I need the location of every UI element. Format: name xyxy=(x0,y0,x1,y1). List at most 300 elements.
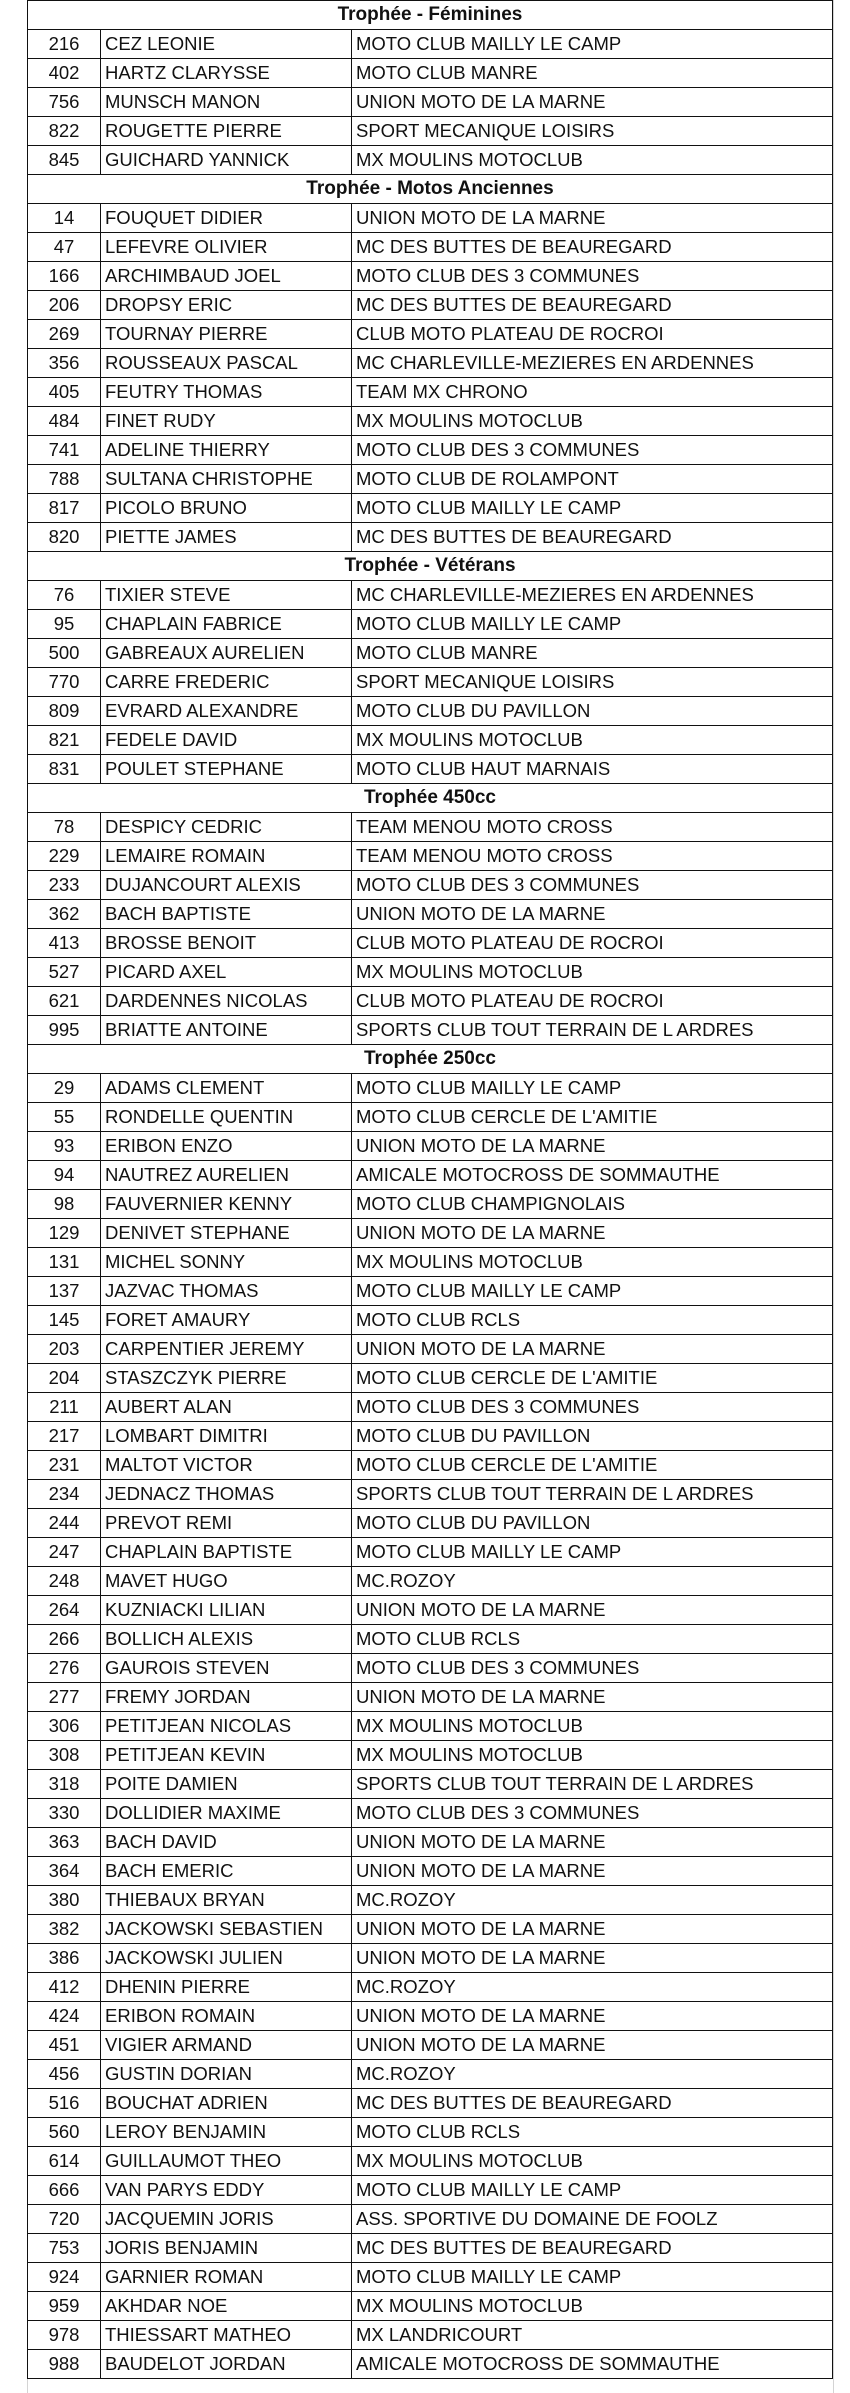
table-row xyxy=(28,1712,833,1741)
table-row xyxy=(28,2234,833,2263)
trophy-results-table xyxy=(27,0,833,2379)
rider-name-cell[interactable]: TIXIER STEVE xyxy=(101,581,352,610)
rider-name-cell[interactable]: DHENIN PIERRE xyxy=(101,1973,352,2002)
club-name-cell[interactable]: UNION MOTO DE LA MARNE xyxy=(352,2031,833,2060)
club-name-cell[interactable]: MX MOULINS MOTOCLUB xyxy=(352,958,833,987)
club-name-cell[interactable]: MOTO CLUB MAILLY LE CAMP xyxy=(352,1277,833,1306)
bib-number-cell[interactable]: 484 xyxy=(28,407,101,436)
rider-name-cell[interactable]: BROSSE BENOIT xyxy=(101,929,352,958)
bib-number-cell[interactable]: 988 xyxy=(28,2350,101,2379)
table-row xyxy=(28,2350,833,2379)
club-name-cell[interactable]: MOTO CLUB DES 3 COMMUNES xyxy=(352,1654,833,1683)
bib-number-cell[interactable]: 98 xyxy=(28,1190,101,1219)
rider-name-cell[interactable]: PREVOT REMI xyxy=(101,1509,352,1538)
rider-name-cell[interactable]: CARPENTIER JEREMY xyxy=(101,1335,352,1364)
section-header-row xyxy=(28,784,833,813)
club-name-cell[interactable]: MOTO CLUB CERCLE DE L'AMITIE xyxy=(352,1364,833,1393)
bib-number-cell[interactable]: 560 xyxy=(28,2118,101,2147)
rider-name-cell[interactable]: VIGIER ARMAND xyxy=(101,2031,352,2060)
bib-number-cell[interactable]: 831 xyxy=(28,755,101,784)
table-row xyxy=(28,88,833,117)
club-name-cell[interactable]: MX MOULINS MOTOCLUB xyxy=(352,2292,833,2321)
table-row xyxy=(28,1683,833,1712)
rider-name-cell[interactable]: POITE DAMIEN xyxy=(101,1770,352,1799)
club-name-cell[interactable]: UNION MOTO DE LA MARNE xyxy=(352,1857,833,1886)
table-row xyxy=(28,291,833,320)
table-row xyxy=(28,1886,833,1915)
rider-name-cell[interactable]: BACH DAVID xyxy=(101,1828,352,1857)
bib-number-cell[interactable]: 264 xyxy=(28,1596,101,1625)
rider-name-cell[interactable]: AKHDAR NOE xyxy=(101,2292,352,2321)
club-name-cell[interactable]: UNION MOTO DE LA MARNE xyxy=(352,1944,833,1973)
bib-number-cell[interactable]: 405 xyxy=(28,378,101,407)
table-row xyxy=(28,842,833,871)
rider-name-cell[interactable]: THIESSART MATHEO xyxy=(101,2321,352,2350)
bib-number-cell[interactable]: 412 xyxy=(28,1973,101,2002)
rider-name-cell[interactable]: FINET RUDY xyxy=(101,407,352,436)
rider-name-cell[interactable]: CARRE FREDERIC xyxy=(101,668,352,697)
club-name-cell[interactable]: UNION MOTO DE LA MARNE xyxy=(352,204,833,233)
bib-number-cell[interactable]: 277 xyxy=(28,1683,101,1712)
section-title[interactable]: Trophée 250cc xyxy=(28,1045,833,1074)
table-row xyxy=(28,813,833,842)
table-row xyxy=(28,2205,833,2234)
bib-number-cell[interactable]: 308 xyxy=(28,1741,101,1770)
table-row xyxy=(28,2176,833,2205)
club-name-cell[interactable]: MOTO CLUB MAILLY LE CAMP xyxy=(352,1074,833,1103)
club-name-cell[interactable]: UNION MOTO DE LA MARNE xyxy=(352,1132,833,1161)
sheet-gridline xyxy=(833,0,834,2393)
club-name-cell[interactable]: MX MOULINS MOTOCLUB xyxy=(352,726,833,755)
bib-number-cell[interactable]: 145 xyxy=(28,1306,101,1335)
bib-number-cell[interactable]: 424 xyxy=(28,2002,101,2031)
table-row xyxy=(28,2089,833,2118)
club-name-cell[interactable]: SPORTS CLUB TOUT TERRAIN DE L ARDRES xyxy=(352,1480,833,1509)
club-name-cell[interactable]: MOTO CLUB MAILLY LE CAMP xyxy=(352,610,833,639)
bib-number-cell[interactable]: 364 xyxy=(28,1857,101,1886)
bib-number-cell[interactable]: 817 xyxy=(28,494,101,523)
bib-number-cell[interactable]: 821 xyxy=(28,726,101,755)
rider-name-cell[interactable]: AUBERT ALAN xyxy=(101,1393,352,1422)
rider-name-cell[interactable]: NAUTREZ AURELIEN xyxy=(101,1161,352,1190)
table-row xyxy=(28,436,833,465)
bib-number-cell[interactable]: 269 xyxy=(28,320,101,349)
bib-number-cell[interactable]: 129 xyxy=(28,1219,101,1248)
rider-name-cell[interactable]: PETITJEAN KEVIN xyxy=(101,1741,352,1770)
table-row xyxy=(28,1654,833,1683)
rider-name-cell[interactable]: LEFEVRE OLIVIER xyxy=(101,233,352,262)
table-row xyxy=(28,1306,833,1335)
club-name-cell[interactable]: MOTO CLUB CHAMPIGNOLAIS xyxy=(352,1190,833,1219)
club-name-cell[interactable]: UNION MOTO DE LA MARNE xyxy=(352,1335,833,1364)
bib-number-cell[interactable]: 456 xyxy=(28,2060,101,2089)
club-name-cell[interactable]: MX MOULINS MOTOCLUB xyxy=(352,146,833,175)
rider-name-cell[interactable]: GUICHARD YANNICK xyxy=(101,146,352,175)
rider-name-cell[interactable]: JACKOWSKI JULIEN xyxy=(101,1944,352,1973)
bib-number-cell[interactable]: 93 xyxy=(28,1132,101,1161)
rider-name-cell[interactable]: HARTZ CLARYSSE xyxy=(101,59,352,88)
rider-name-cell[interactable]: ADAMS CLEMENT xyxy=(101,1074,352,1103)
club-name-cell[interactable]: MOTO CLUB MAILLY LE CAMP xyxy=(352,494,833,523)
rider-name-cell[interactable]: GUILLAUMOT THEO xyxy=(101,2147,352,2176)
table-row xyxy=(28,1480,833,1509)
rider-name-cell[interactable]: ERIBON ENZO xyxy=(101,1132,352,1161)
rider-name-cell[interactable]: CEZ LEONIE xyxy=(101,30,352,59)
club-name-cell[interactable]: TEAM MENOU MOTO CROSS xyxy=(352,842,833,871)
table-row xyxy=(28,407,833,436)
club-name-cell[interactable]: MOTO CLUB DU PAVILLON xyxy=(352,1422,833,1451)
rider-name-cell[interactable]: DROPSY ERIC xyxy=(101,291,352,320)
table-row xyxy=(28,1016,833,1045)
bib-number-cell[interactable]: 402 xyxy=(28,59,101,88)
table-row xyxy=(28,494,833,523)
club-name-cell[interactable]: SPORTS CLUB TOUT TERRAIN DE L ARDRES xyxy=(352,1016,833,1045)
club-name-cell[interactable]: AMICALE MOTOCROSS DE SOMMAUTHE xyxy=(352,2350,833,2379)
club-name-cell[interactable]: MOTO CLUB MAILLY LE CAMP xyxy=(352,2263,833,2292)
bib-number-cell[interactable]: 206 xyxy=(28,291,101,320)
club-name-cell[interactable]: UNION MOTO DE LA MARNE xyxy=(352,1915,833,1944)
section-title[interactable]: Trophée - Féminines xyxy=(28,1,833,30)
bib-number-cell[interactable]: 362 xyxy=(28,900,101,929)
section-header-row xyxy=(28,175,833,204)
rider-name-cell[interactable]: MICHEL SONNY xyxy=(101,1248,352,1277)
bib-number-cell[interactable]: 276 xyxy=(28,1654,101,1683)
bib-number-cell[interactable]: 527 xyxy=(28,958,101,987)
club-name-cell[interactable]: UNION MOTO DE LA MARNE xyxy=(352,1683,833,1712)
rider-name-cell[interactable]: BOLLICH ALEXIS xyxy=(101,1625,352,1654)
club-name-cell[interactable]: TEAM MX CHRONO xyxy=(352,378,833,407)
club-name-cell[interactable]: MOTO CLUB HAUT MARNAIS xyxy=(352,755,833,784)
table-row xyxy=(28,1799,833,1828)
table-row xyxy=(28,1973,833,2002)
rider-name-cell[interactable]: ERIBON ROMAIN xyxy=(101,2002,352,2031)
rider-name-cell[interactable]: FREMY JORDAN xyxy=(101,1683,352,1712)
rider-name-cell[interactable]: GAUROIS STEVEN xyxy=(101,1654,352,1683)
club-name-cell[interactable]: MOTO CLUB MAILLY LE CAMP xyxy=(352,1538,833,1567)
rider-name-cell[interactable]: DENIVET STEPHANE xyxy=(101,1219,352,1248)
bib-number-cell[interactable]: 203 xyxy=(28,1335,101,1364)
rider-name-cell[interactable]: CHAPLAIN FABRICE xyxy=(101,610,352,639)
rider-name-cell[interactable]: JACQUEMIN JORIS xyxy=(101,2205,352,2234)
bib-number-cell[interactable]: 244 xyxy=(28,1509,101,1538)
table-row xyxy=(28,1567,833,1596)
bib-number-cell[interactable]: 76 xyxy=(28,581,101,610)
rider-name-cell[interactable]: SULTANA CHRISTOPHE xyxy=(101,465,352,494)
bib-number-cell[interactable]: 47 xyxy=(28,233,101,262)
table-row xyxy=(28,2118,833,2147)
bib-number-cell[interactable]: 741 xyxy=(28,436,101,465)
rider-name-cell[interactable]: VAN PARYS EDDY xyxy=(101,2176,352,2205)
rider-name-cell[interactable]: BACH EMERIC xyxy=(101,1857,352,1886)
table-row xyxy=(28,1770,833,1799)
bib-number-cell[interactable]: 248 xyxy=(28,1567,101,1596)
table-row xyxy=(28,2321,833,2350)
club-name-cell[interactable]: MOTO CLUB MANRE xyxy=(352,639,833,668)
club-name-cell[interactable]: MOTO CLUB DES 3 COMMUNES xyxy=(352,1799,833,1828)
club-name-cell[interactable]: MX MOULINS MOTOCLUB xyxy=(352,1248,833,1277)
bib-number-cell[interactable]: 216 xyxy=(28,30,101,59)
bib-number-cell[interactable]: 500 xyxy=(28,639,101,668)
bib-number-cell[interactable]: 231 xyxy=(28,1451,101,1480)
club-name-cell[interactable]: MX MOULINS MOTOCLUB xyxy=(352,2147,833,2176)
section-header-row xyxy=(28,1,833,30)
rider-name-cell[interactable]: GABREAUX AURELIEN xyxy=(101,639,352,668)
club-name-cell[interactable]: MC CHARLEVILLE-MEZIERES EN ARDENNES xyxy=(352,581,833,610)
bib-number-cell[interactable]: 233 xyxy=(28,871,101,900)
club-name-cell[interactable]: UNION MOTO DE LA MARNE xyxy=(352,1596,833,1625)
club-name-cell[interactable]: MC CHARLEVILLE-MEZIERES EN ARDENNES xyxy=(352,349,833,378)
bib-number-cell[interactable]: 356 xyxy=(28,349,101,378)
rider-name-cell[interactable]: CHAPLAIN BAPTISTE xyxy=(101,1538,352,1567)
club-name-cell[interactable]: UNION MOTO DE LA MARNE xyxy=(352,900,833,929)
bib-number-cell[interactable]: 14 xyxy=(28,204,101,233)
bib-number-cell[interactable]: 451 xyxy=(28,2031,101,2060)
club-name-cell[interactable]: MC.ROZOY xyxy=(352,2060,833,2089)
rider-name-cell[interactable]: STASZCZYK PIERRE xyxy=(101,1364,352,1393)
bib-number-cell[interactable]: 204 xyxy=(28,1364,101,1393)
table-row xyxy=(28,233,833,262)
bib-number-cell[interactable]: 820 xyxy=(28,523,101,552)
club-name-cell[interactable]: MOTO CLUB DU PAVILLON xyxy=(352,1509,833,1538)
table-row xyxy=(28,465,833,494)
bib-number-cell[interactable]: 234 xyxy=(28,1480,101,1509)
bib-number-cell[interactable]: 55 xyxy=(28,1103,101,1132)
rider-name-cell[interactable]: EVRARD ALEXANDRE xyxy=(101,697,352,726)
club-name-cell[interactable]: UNION MOTO DE LA MARNE xyxy=(352,88,833,117)
club-name-cell[interactable]: MOTO CLUB CERCLE DE L'AMITIE xyxy=(352,1451,833,1480)
bib-number-cell[interactable]: 217 xyxy=(28,1422,101,1451)
club-name-cell[interactable]: MC DES BUTTES DE BEAUREGARD xyxy=(352,2234,833,2263)
section-title[interactable]: Trophée - Vétérans xyxy=(28,552,833,581)
bib-number-cell[interactable]: 413 xyxy=(28,929,101,958)
bib-number-cell[interactable]: 720 xyxy=(28,2205,101,2234)
club-name-cell[interactable]: MOTO CLUB CERCLE DE L'AMITIE xyxy=(352,1103,833,1132)
club-name-cell[interactable]: MX LANDRICOURT xyxy=(352,2321,833,2350)
table-row xyxy=(28,1596,833,1625)
club-name-cell[interactable]: MX MOULINS MOTOCLUB xyxy=(352,1741,833,1770)
table-row xyxy=(28,1944,833,1973)
bib-number-cell[interactable]: 959 xyxy=(28,2292,101,2321)
rider-name-cell[interactable]: ROUGETTE PIERRE xyxy=(101,117,352,146)
rider-name-cell[interactable]: BAUDELOT JORDAN xyxy=(101,2350,352,2379)
table-row xyxy=(28,1422,833,1451)
table-row xyxy=(28,581,833,610)
table-row xyxy=(28,1538,833,1567)
rider-name-cell[interactable]: FEUTRY THOMAS xyxy=(101,378,352,407)
bib-number-cell[interactable]: 924 xyxy=(28,2263,101,2292)
rider-name-cell[interactable]: LEMAIRE ROMAIN xyxy=(101,842,352,871)
rider-name-cell[interactable]: PICOLO BRUNO xyxy=(101,494,352,523)
bib-number-cell[interactable]: 330 xyxy=(28,1799,101,1828)
club-name-cell[interactable]: MOTO CLUB DES 3 COMMUNES xyxy=(352,1393,833,1422)
bib-number-cell[interactable]: 978 xyxy=(28,2321,101,2350)
rider-name-cell[interactable]: FEDELE DAVID xyxy=(101,726,352,755)
rider-name-cell[interactable]: MAVET HUGO xyxy=(101,1567,352,1596)
table-row xyxy=(28,262,833,291)
bib-number-cell[interactable]: 247 xyxy=(28,1538,101,1567)
rider-name-cell[interactable]: BOUCHAT ADRIEN xyxy=(101,2089,352,2118)
section-title[interactable]: Trophée 450cc xyxy=(28,784,833,813)
table-row xyxy=(28,349,833,378)
club-name-cell[interactable]: MOTO CLUB DES 3 COMMUNES xyxy=(352,436,833,465)
rider-name-cell[interactable]: POULET STEPHANE xyxy=(101,755,352,784)
rider-name-cell[interactable]: KUZNIACKI LILIAN xyxy=(101,1596,352,1625)
rider-name-cell[interactable]: TOURNAY PIERRE xyxy=(101,320,352,349)
club-name-cell[interactable]: MOTO CLUB RCLS xyxy=(352,2118,833,2147)
table-row xyxy=(28,204,833,233)
table-row xyxy=(28,1393,833,1422)
club-name-cell[interactable]: UNION MOTO DE LA MARNE xyxy=(352,1828,833,1857)
table-row xyxy=(28,1625,833,1654)
bib-number-cell[interactable]: 211 xyxy=(28,1393,101,1422)
bib-number-cell[interactable]: 386 xyxy=(28,1944,101,1973)
table-row xyxy=(28,117,833,146)
table-row xyxy=(28,2002,833,2031)
rider-name-cell[interactable]: JAZVAC THOMAS xyxy=(101,1277,352,1306)
bib-number-cell[interactable]: 306 xyxy=(28,1712,101,1741)
bib-number-cell[interactable]: 229 xyxy=(28,842,101,871)
bib-number-cell[interactable]: 131 xyxy=(28,1248,101,1277)
club-name-cell[interactable]: SPORT MECANIQUE LOISIRS xyxy=(352,117,833,146)
bib-number-cell[interactable]: 845 xyxy=(28,146,101,175)
table-body xyxy=(28,1,833,2379)
rider-name-cell[interactable]: DARDENNES NICOLAS xyxy=(101,987,352,1016)
club-name-cell[interactable]: MC.ROZOY xyxy=(352,1886,833,1915)
club-name-cell[interactable]: MC DES BUTTES DE BEAUREGARD xyxy=(352,291,833,320)
bib-number-cell[interactable]: 995 xyxy=(28,1016,101,1045)
club-name-cell[interactable]: CLUB MOTO PLATEAU DE ROCROI xyxy=(352,929,833,958)
club-name-cell[interactable]: MC.ROZOY xyxy=(352,1973,833,2002)
bib-number-cell[interactable]: 94 xyxy=(28,1161,101,1190)
rider-name-cell[interactable]: DOLLIDIER MAXIME xyxy=(101,1799,352,1828)
club-name-cell[interactable]: MC.ROZOY xyxy=(352,1567,833,1596)
table-row xyxy=(28,755,833,784)
rider-name-cell[interactable]: ROUSSEAUX PASCAL xyxy=(101,349,352,378)
bib-number-cell[interactable]: 78 xyxy=(28,813,101,842)
club-name-cell[interactable]: SPORT MECANIQUE LOISIRS xyxy=(352,668,833,697)
table-row xyxy=(28,610,833,639)
rider-name-cell[interactable]: BACH BAPTISTE xyxy=(101,900,352,929)
bib-number-cell[interactable]: 29 xyxy=(28,1074,101,1103)
table-row xyxy=(28,2292,833,2321)
table-row xyxy=(28,697,833,726)
rider-name-cell[interactable]: JORIS BENJAMIN xyxy=(101,2234,352,2263)
bib-number-cell[interactable]: 382 xyxy=(28,1915,101,1944)
table-row xyxy=(28,1190,833,1219)
bib-number-cell[interactable]: 770 xyxy=(28,668,101,697)
rider-name-cell[interactable]: BRIATTE ANTOINE xyxy=(101,1016,352,1045)
rider-name-cell[interactable]: FOUQUET DIDIER xyxy=(101,204,352,233)
rider-name-cell[interactable]: JEDNACZ THOMAS xyxy=(101,1480,352,1509)
rider-name-cell[interactable]: DESPICY CEDRIC xyxy=(101,813,352,842)
rider-name-cell[interactable]: GARNIER ROMAN xyxy=(101,2263,352,2292)
rider-name-cell[interactable]: JACKOWSKI SEBASTIEN xyxy=(101,1915,352,1944)
club-name-cell[interactable]: MOTO CLUB MAILLY LE CAMP xyxy=(352,2176,833,2205)
table-row xyxy=(28,2147,833,2176)
rider-name-cell[interactable]: MUNSCH MANON xyxy=(101,88,352,117)
club-name-cell[interactable]: MX MOULINS MOTOCLUB xyxy=(352,407,833,436)
club-name-cell[interactable]: UNION MOTO DE LA MARNE xyxy=(352,2002,833,2031)
rider-name-cell[interactable]: FAUVERNIER KENNY xyxy=(101,1190,352,1219)
rider-name-cell[interactable]: THIEBAUX BRYAN xyxy=(101,1886,352,1915)
club-name-cell[interactable]: MC DES BUTTES DE BEAUREGARD xyxy=(352,233,833,262)
bib-number-cell[interactable]: 137 xyxy=(28,1277,101,1306)
table-row xyxy=(28,2031,833,2060)
bib-number-cell[interactable]: 621 xyxy=(28,987,101,1016)
club-name-cell[interactable]: CLUB MOTO PLATEAU DE ROCROI xyxy=(352,320,833,349)
bib-number-cell[interactable]: 166 xyxy=(28,262,101,291)
table-row xyxy=(28,726,833,755)
table-row xyxy=(28,1248,833,1277)
bib-number-cell[interactable]: 753 xyxy=(28,2234,101,2263)
bib-number-cell[interactable]: 666 xyxy=(28,2176,101,2205)
rider-name-cell[interactable]: RONDELLE QUENTIN xyxy=(101,1103,352,1132)
section-header-row xyxy=(28,1045,833,1074)
club-name-cell[interactable]: UNION MOTO DE LA MARNE xyxy=(352,1219,833,1248)
club-name-cell[interactable]: AMICALE MOTOCROSS DE SOMMAUTHE xyxy=(352,1161,833,1190)
club-name-cell[interactable]: MOTO CLUB DES 3 COMMUNES xyxy=(352,871,833,900)
club-name-cell[interactable]: MC DES BUTTES DE BEAUREGARD xyxy=(352,523,833,552)
club-name-cell[interactable]: MOTO CLUB MANRE xyxy=(352,59,833,88)
table-row xyxy=(28,378,833,407)
table-row xyxy=(28,958,833,987)
rider-name-cell[interactable]: PETITJEAN NICOLAS xyxy=(101,1712,352,1741)
rider-name-cell[interactable]: PIETTE JAMES xyxy=(101,523,352,552)
rider-name-cell[interactable]: LOMBART DIMITRI xyxy=(101,1422,352,1451)
bib-number-cell[interactable]: 318 xyxy=(28,1770,101,1799)
club-name-cell[interactable]: ASS. SPORTIVE DU DOMAINE DE FOOLZ xyxy=(352,2205,833,2234)
club-name-cell[interactable]: MOTO CLUB DES 3 COMMUNES xyxy=(352,262,833,291)
rider-name-cell[interactable]: GUSTIN DORIAN xyxy=(101,2060,352,2089)
table-row xyxy=(28,639,833,668)
club-name-cell[interactable]: MOTO CLUB DE ROLAMPONT xyxy=(352,465,833,494)
bib-number-cell[interactable]: 516 xyxy=(28,2089,101,2118)
table-row xyxy=(28,2060,833,2089)
club-name-cell[interactable]: MC DES BUTTES DE BEAUREGARD xyxy=(352,2089,833,2118)
bib-number-cell[interactable]: 614 xyxy=(28,2147,101,2176)
section-header-row xyxy=(28,552,833,581)
club-name-cell[interactable]: MOTO CLUB RCLS xyxy=(352,1306,833,1335)
bib-number-cell[interactable]: 266 xyxy=(28,1625,101,1654)
rider-name-cell[interactable]: LEROY BENJAMIN xyxy=(101,2118,352,2147)
rider-name-cell[interactable]: PICARD AXEL xyxy=(101,958,352,987)
bib-number-cell[interactable]: 380 xyxy=(28,1886,101,1915)
bib-number-cell[interactable]: 363 xyxy=(28,1828,101,1857)
club-name-cell[interactable]: MX MOULINS MOTOCLUB xyxy=(352,1712,833,1741)
club-name-cell[interactable]: TEAM MENOU MOTO CROSS xyxy=(352,813,833,842)
rider-name-cell[interactable]: MALTOT VICTOR xyxy=(101,1451,352,1480)
rider-name-cell[interactable]: FORET AMAURY xyxy=(101,1306,352,1335)
bib-number-cell[interactable]: 95 xyxy=(28,610,101,639)
bib-number-cell[interactable]: 756 xyxy=(28,88,101,117)
rider-name-cell[interactable]: DUJANCOURT ALEXIS xyxy=(101,871,352,900)
club-name-cell[interactable]: MOTO CLUB DU PAVILLON xyxy=(352,697,833,726)
section-title[interactable]: Trophée - Motos Anciennes xyxy=(28,175,833,204)
rider-name-cell[interactable]: ADELINE THIERRY xyxy=(101,436,352,465)
bib-number-cell[interactable]: 788 xyxy=(28,465,101,494)
club-name-cell[interactable]: CLUB MOTO PLATEAU DE ROCROI xyxy=(352,987,833,1016)
table-row xyxy=(28,523,833,552)
bib-number-cell[interactable]: 809 xyxy=(28,697,101,726)
club-name-cell[interactable]: MOTO CLUB MAILLY LE CAMP xyxy=(352,30,833,59)
table-row xyxy=(28,1132,833,1161)
club-name-cell[interactable]: MOTO CLUB RCLS xyxy=(352,1625,833,1654)
bib-number-cell[interactable]: 822 xyxy=(28,117,101,146)
rider-name-cell[interactable]: ARCHIMBAUD JOEL xyxy=(101,262,352,291)
table-row xyxy=(28,1364,833,1393)
club-name-cell[interactable]: SPORTS CLUB TOUT TERRAIN DE L ARDRES xyxy=(352,1770,833,1799)
table-row xyxy=(28,987,833,1016)
